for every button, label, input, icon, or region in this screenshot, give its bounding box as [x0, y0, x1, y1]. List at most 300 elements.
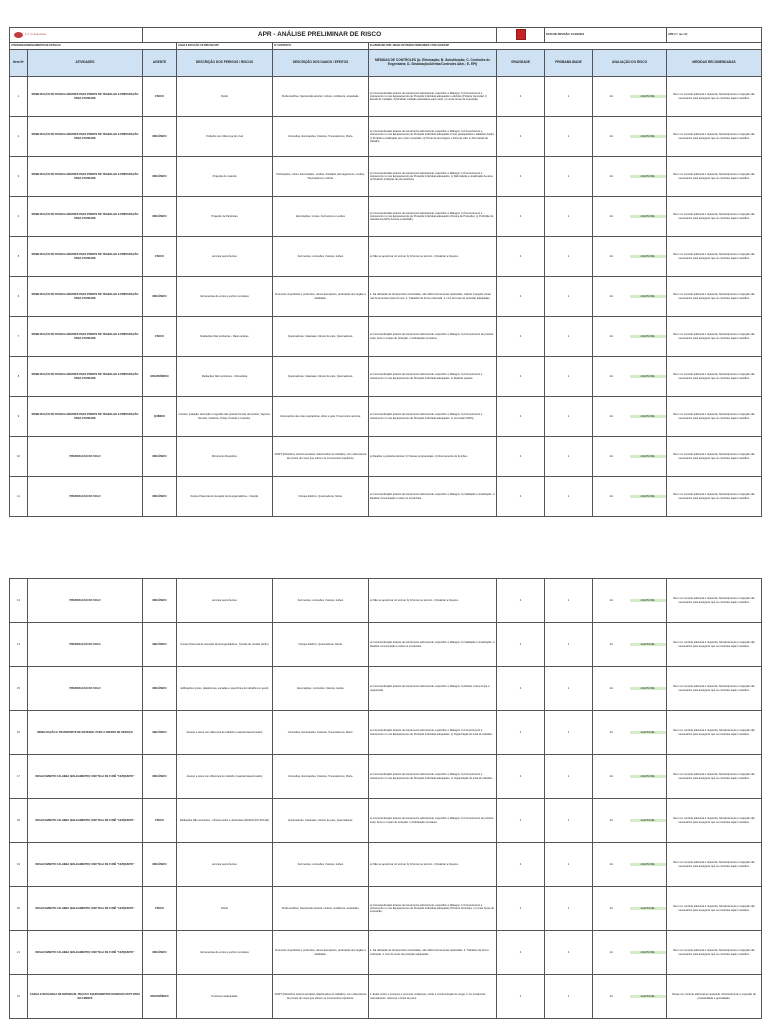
row-agente: MECÂNICO [143, 117, 177, 157]
row-atividade: MOBILIZAÇÃO DE TRABALHADORES PARA FRENTE DE TRABALHO E PREPARAÇÃO PARA ATIVIDADE [28, 317, 143, 357]
row-atividade: PREPARAÇÃO DO SOLO [28, 477, 143, 517]
row-item: 15 [10, 667, 28, 711]
row-atividade: MOBILIZAÇÃO DE TRABALHADORES PARA FRENTE DE TRABALHO E PREPARAÇÃO PARA ATIVIDADE [28, 157, 143, 197]
logo-cell [10, 28, 143, 43]
prepared-by: ELABORADO POR: DIEGO DO PRADO FERNANDES / MTE-011004/SP [369, 43, 762, 50]
row-avaliacao-code: 4A [609, 134, 613, 138]
row-perigo: Movimento Repetitivo [177, 437, 273, 477]
row-dano: Contusões, Escoriações, Fraturas, Traumatismos, Morte. [273, 711, 369, 755]
row-avaliacao [593, 667, 667, 711]
row-atividade: MOBILIZAÇÃO DE TRABALHADORES PARA FRENTE DE TRABALHO E PREPARAÇÃO PARA ATIVIDADE [28, 117, 143, 157]
row-item: 4 [10, 197, 28, 237]
row-perigo: Projeção de material [177, 157, 273, 197]
row-recomendada: Nem um controle adicional é requerido. Monitoramento e inspeção são necessários para assegurar que os controles sejam mantidos. [667, 843, 762, 887]
row-agente: MECÂNICO [143, 755, 177, 799]
row-probabilidade: 1 [545, 667, 593, 711]
line-label: LINHA 8 [178, 44, 188, 48]
col-agente: AGENTE [143, 50, 177, 77]
row-gravidade: 4 [497, 843, 545, 887]
row-controle: a) Conscientização através de treinamento admissional, específico e Diálogos. b) Fornecimento e treinamento no uso Equipamentos de Proteção Individual adequados. c) Organização do local de trabalho. [369, 711, 497, 755]
row-toleravel: ACEITÁVEL [630, 95, 667, 98]
row-gravidade: 4 [497, 711, 545, 755]
row-probabilidade: 1 [545, 711, 593, 755]
row-agente: ERGONÔMICO [143, 357, 177, 397]
row-agente: MECÂNICO [143, 157, 177, 197]
row-probabilidade: 1 [545, 317, 593, 357]
row-gravidade: 4 [497, 931, 545, 975]
row-avaliacao [593, 397, 667, 437]
row-avaliacao-code: 4A [609, 906, 613, 910]
row-gravidade: 4 [497, 197, 545, 237]
document-page-2 [9, 578, 761, 1024]
table-row [10, 579, 762, 623]
table-row [10, 357, 762, 397]
col-probabilidade: PROBABILIDADE [545, 50, 593, 77]
row-toleravel: ACEITÁVEL [630, 731, 667, 734]
row-avaliacao-code: 4A [609, 598, 613, 602]
row-dano: Choque Elétrico, Queimaduras, Morte. [273, 477, 369, 517]
row-perigo: Acesso a pisos com diferença de trabalho (material desarrumado) [177, 755, 273, 799]
row-toleravel: ACEITÁVEL [630, 375, 667, 378]
row-controle: a) Conscientização através de treinamento admissional, específico e Diálogos. b) Fornecimento e treinamento no uso Equipamentos de Proteção Individual adequados. c) Realizar pausas. [369, 357, 497, 397]
row-perigo: Edificações (pisos, plataformas, escadas e superfícies de trabalho em geral) [177, 667, 273, 711]
row-item: 18 [10, 799, 28, 843]
row-toleravel: ACEITÁVEL [630, 295, 667, 298]
document-title: APR - ANÁLISE PRELIMINAR DE RISCO [143, 28, 497, 43]
col-perigos: DESCRIÇÃO DOS PERIGOS / RISCOS [177, 50, 273, 77]
row-dano: Contusões, Escoriações, Fraturas, Traumatismos, Morte. [273, 117, 369, 157]
table-row [10, 623, 762, 667]
table-row [10, 197, 762, 237]
row-gravidade: 4 [497, 667, 545, 711]
row-agente: MECÂNICO [143, 667, 177, 711]
row-perigo: Fontes Potencial de Geração de Energia Elétrica - Tensão de contato (atrito) [177, 623, 273, 667]
column-header-row [10, 50, 762, 77]
row-atividade: DESLIZAMENTO CALHEBA (BALEAMENTO) COM TELA DE FUNÊ "CERQUEITE" [28, 799, 143, 843]
row-avaliacao [593, 579, 667, 623]
row-gravidade: 4 [497, 477, 545, 517]
table-row [10, 277, 762, 317]
page-2-rows [10, 579, 762, 1019]
row-controle: a) Não se aproximar do animal. b) Informar ao técnico. c) Realizar a limpeza. [369, 579, 497, 623]
row-perigo: Radiações Não ionizantes - Infravermelho e ultravioleta (RADIAÇÃO SOLAR) [177, 799, 273, 843]
row-perigo: Acesso a pisos com diferença de trabalho (material desarrumado) [177, 711, 273, 755]
row-avaliacao-code: 4A [609, 254, 613, 258]
row-avaliacao [593, 711, 667, 755]
col-atividades: ATIVIDADES [28, 50, 143, 77]
row-dano: Ferimentos, contusões, fraturas, lesões [273, 843, 369, 887]
row-toleravel: ACEITÁVEL [630, 599, 667, 602]
row-dano: Queimaduras, Cataratas, Câncer de pele, Queimaduras. [273, 317, 369, 357]
row-item: 9 [10, 397, 28, 437]
row-atividade: DESLIZAMENTO CALHEBA (BALEAMENTO) COM TELA DE FUNÊ "CERQUEITE" [28, 843, 143, 887]
row-probabilidade: 1 [545, 357, 593, 397]
row-toleravel: ACEITÁVEL [630, 643, 667, 646]
row-avaliacao [593, 437, 667, 477]
row-avaliacao-code: 4A [609, 374, 613, 378]
table-row [10, 887, 762, 931]
row-perigo: Ferramentas de cortes e perfuro cortantes [177, 931, 273, 975]
row-item: 19 [10, 843, 28, 887]
table-row [10, 157, 762, 197]
row-dano: Escoriações, Cortes, Ferimentos e Lesões [273, 197, 369, 237]
row-recomendada: Nem um controle adicional é requerido. Monitoramento e inspeção são necessários para assegurar que os controles sejam mantidos. [667, 317, 762, 357]
row-recomendada: Nem um controle adicional é requerido. Monitoramento e inspeção são necessários para assegurar que os controles sejam mantidos. [667, 237, 762, 277]
revision-date: DATA DE REVISÃO: 10/10/2024 [545, 28, 667, 43]
row-item: 21 [10, 975, 28, 1019]
row-gravidade: 4 [497, 157, 545, 197]
row-avaliacao [593, 975, 667, 1019]
table-row [10, 77, 762, 117]
row-probabilidade: 1 [545, 277, 593, 317]
row-perigo: animais peçonhentos [177, 843, 273, 887]
row-avaliacao-code: 4A [609, 454, 613, 458]
row-avaliacao [593, 197, 667, 237]
red-box-cell [497, 28, 545, 43]
row-avaliacao-code: 4A [609, 730, 613, 734]
row-agente: MECÂNICO [143, 711, 177, 755]
row-agente: MECÂNICO [143, 277, 177, 317]
row-toleravel: ACEITÁVEL [630, 255, 667, 258]
row-probabilidade: 1 [545, 117, 593, 157]
row-avaliacao-code: 4A [609, 686, 613, 690]
row-agente: FÍSICO [143, 887, 177, 931]
row-avaliacao [593, 277, 667, 317]
row-probabilidade: 1 [545, 843, 593, 887]
row-atividade: MOBILIZAÇÃO DE TRABALHADORES PARA FRENTE DE TRABALHO E PREPARAÇÃO PARA ATIVIDADE [28, 397, 143, 437]
row-recomendada: Nem um controle adicional é requerido. Monitoramento e inspeção são necessários para assegurar que os controles sejam mantidos. [667, 357, 762, 397]
row-avaliacao-code: 1A [609, 950, 613, 954]
row-probabilidade: 1 [545, 397, 593, 437]
row-toleravel: ACEITÁVEL [630, 995, 667, 998]
table-row [10, 397, 762, 437]
row-avaliacao [593, 799, 667, 843]
row-controle: 1. Evitar sofrer o processo e provocar mudanças, iniciar a movimentação de carga. 2. Ao transportar manualmente, observar o limite de peso. [369, 975, 497, 1019]
row-controle: 1. Na utilização de ferramentas motorizadas, não utilizar ferramentas quebradas. 2. Trabalhar de forma ordenada. 3. Uso de luvas de proteção adequadas. [369, 931, 497, 975]
row-item: 11 [10, 477, 28, 517]
row-perigo: Trabalho com diferença de nível [177, 117, 273, 157]
row-controle: a) Conscientização através de treinamento admissional, específico e Diálogos. b) Fornecimento de protetor solar, boné e roupas de proteção. c) Hidratação constante. [369, 317, 497, 357]
row-toleravel: ACEITÁVEL [630, 415, 667, 418]
row-item: 6 [10, 277, 28, 317]
row-probabilidade: 1 [545, 799, 593, 843]
row-perigo: Contato, inalação, absorção e ingestão das poeiras formas de Graxas, Vapores, Névoas, Gasolina, Tintas, Poeiras e Líquidos. [177, 397, 273, 437]
table-row [10, 799, 762, 843]
row-agente: MECÂNICO [143, 931, 177, 975]
row-gravidade: 4 [497, 77, 545, 117]
row-recomendada: Nem um controle adicional é requerido. Monitoramento e inspeção são necessários para assegurar que os controles sejam mantidos. [667, 77, 762, 117]
row-controle: a) Não se aproximar do animal. b) Informar ao técnico. c) Realizar a limpeza. [369, 237, 497, 277]
row-avaliacao [593, 477, 667, 517]
row-toleravel: ACEITÁVEL [630, 495, 667, 498]
company-logo-icon [14, 32, 23, 38]
row-item: 2 [10, 117, 28, 157]
row-avaliacao-code: 4A [609, 414, 613, 418]
row-perigo: Ferramentas de cortes e perfuro cortantes [177, 277, 273, 317]
row-recomendada: Nem um controle adicional é requerido. Monitoramento e inspeção são necessários para assegurar que os controles sejam mantidos. [667, 437, 762, 477]
row-avaliacao [593, 755, 667, 799]
row-avaliacao-code: 4A [609, 774, 613, 778]
row-item: 14 [10, 623, 28, 667]
row-gravidade: 4 [497, 357, 545, 397]
table-row [10, 317, 762, 357]
row-gravidade: 4 [497, 117, 545, 157]
row-recomendada: Nem um controle adicional é requerido. Monitoramento e inspeção são necessários para assegurar que os controles sejam mantidos. [667, 623, 762, 667]
table-row [10, 667, 762, 711]
row-recomendada: Nem um controle adicional é requerido. Monitoramento e inspeção são necessários para assegurar que os controles sejam mantidos. [667, 887, 762, 931]
row-toleravel: ACEITÁVEL [630, 951, 667, 954]
row-recomendada: Nem um controle adicional é requerido. Monitoramento e inspeção são necessários para assegurar que os controles sejam mantidos. [667, 277, 762, 317]
row-controle: a) Conscientização através de treinamento admissional, específico e Diálogos. b) Fornecimento de protetor solar, boné e roupas de proteção. c) Hidratação constante. [369, 799, 497, 843]
row-probabilidade: 4 [545, 931, 593, 975]
row-perigo: animais peçonhentos [177, 579, 273, 623]
row-gravidade: 4 [497, 887, 545, 931]
row-perigo: animais peçonhentos [177, 237, 273, 277]
row-toleravel: ACEITÁVEL [630, 135, 667, 138]
row-toleravel: ACEITÁVEL [630, 775, 667, 778]
row-probabilidade: 1 [545, 197, 593, 237]
table-row [10, 437, 762, 477]
row-avaliacao [593, 357, 667, 397]
row-atividade: DESLIZAMENTO CALHEBA (BALEAMENTO) COM TELA DE FUNÊ "CERQUEITE" [28, 887, 143, 931]
row-recomendada: Nem um controle adicional é requerido. Monitoramento e inspeção são necessários para assegurar que os controles sejam mantidos. [667, 711, 762, 755]
row-toleravel: ACEITÁVEL [630, 335, 667, 338]
row-controle: a) Conscientização através de treinamento admissional, específico e Diálogos. b) Fornecimento e treinamento no uso Equipamentos de Proteção Individual adequados. c) Consultar FISPQ. [369, 397, 497, 437]
row-atividade: PREPARAÇÃO DO SOLO [28, 579, 143, 623]
row-item: 5 [10, 237, 28, 277]
row-avaliacao [593, 77, 667, 117]
row-controle: a) Conscientização através de treinamento admissional, específico e Diálogos. b) Fornecimento e treinamento no uso Equipamentos de Proteção Individual adequados (Cinto paraquedista e talabarte duplo). c) Proibido a realização sem cinto conectado. d) Ponto de ancoragem e linha de vida. e) Permissão de trabalho. [369, 117, 497, 157]
row-agente: FÍSICO [143, 77, 177, 117]
row-avaliacao-code: 4A [609, 334, 613, 338]
col-avaliacao: AVALIAÇÃO DO RISCO [593, 50, 667, 77]
table-row [10, 975, 762, 1019]
row-avaliacao [593, 317, 667, 357]
table-row [10, 711, 762, 755]
row-dano: Perda Auditiva, hipertensão arterial, insônia, confidente, ansiedade. [273, 887, 369, 931]
row-atividade: MOBILIZAÇÃO DE TRABALHADORES PARA FRENTE DE TRABALHO E PREPARAÇÃO PARA ATIVIDADE [28, 237, 143, 277]
row-dano: Ferimentos, contusões, fraturas, lesões [273, 237, 369, 277]
row-toleravel: ACEITÁVEL [630, 215, 667, 218]
row-dano: Escoriações, contusões, fraturas, lesões [273, 667, 369, 711]
row-agente: QUÍMICO [143, 397, 177, 437]
row-agente: MECÂNICO [143, 477, 177, 517]
row-item: 10 [10, 437, 28, 477]
row-controle: a) Não se aproximar do animal. b) Informar ao técnico. c) Realizar a limpeza. [369, 843, 497, 887]
row-recomendada: Nem um controle adicional é requerido. Monitoramento e inspeção são necessários para assegurar que os controles sejam mantidos. [667, 477, 762, 517]
contract-label: Nº CONTRATO: [273, 43, 369, 50]
row-dano: DORT (Distúrbios osteomusculares relacionados ao trabalho), com observância de pontos do corpo que sofrem os movimentos repetitivos. [273, 975, 369, 1019]
page-1-rows [10, 77, 762, 517]
apr-table-page-2 [9, 578, 762, 1019]
row-item: 3 [10, 157, 28, 197]
row-agente: FÍSICO [143, 317, 177, 357]
row-dano: DORT (Distúrbios osteomusculares relacionados ao trabalho), com observância de pontos do corpo que sofrem os movimentos repetitivos. [273, 437, 369, 477]
row-gravidade: 4 [497, 397, 545, 437]
activity-label: ATIVIDADE/ARRANJAMENTO DE ESTACAS [10, 43, 177, 50]
row-item: 7 [10, 317, 28, 357]
row-agente: MECÂNICO [143, 437, 177, 477]
apr-number: APR nº / rev: 04 [667, 28, 762, 43]
row-perigo: Radiações Não ionizantes - Raios solares [177, 317, 273, 357]
row-dano: Ferimentos, contusões, fraturas, lesões [273, 579, 369, 623]
row-dano: Intoxicações das vias respiratórias, olhos e pele, Pneumonite química. [273, 397, 369, 437]
row-avaliacao-code: 4A [609, 214, 613, 218]
col-item: Item Nº [10, 50, 28, 77]
row-avaliacao [593, 237, 667, 277]
row-dano: Contusões, Escoriações, Fraturas, Traumatismos, Morte. [273, 755, 369, 799]
row-dano: Perda Auditiva, hipertensão arterial, insônia, confidente, ansiedade. [273, 77, 369, 117]
row-avaliacao [593, 843, 667, 887]
row-atividade: PREPARAÇÃO DO SOLO [28, 437, 143, 477]
row-item: 17 [10, 755, 28, 799]
row-item: 1 [10, 77, 28, 117]
pdf-icon [516, 29, 526, 40]
row-avaliacao [593, 117, 667, 157]
row-probabilidade: 1 [545, 975, 593, 1019]
row-recomendada: Nem um controle adicional é requerido. Monitoramento e inspeção são necessários para assegurar que os controles sejam mantidos. [667, 117, 762, 157]
row-agente: MECÂNICO [143, 623, 177, 667]
row-dano: Perfurações, cortes, Escoriações, Lesões, Atividade, Esmagamento, Lesões, Traumatismos e Morte. [273, 157, 369, 197]
row-perigo: Projeção de Partículas [177, 197, 273, 237]
apr-table-page-1 [9, 27, 762, 517]
row-dano: Choque Elétrico, Queimaduras, Morte. [273, 623, 369, 667]
col-gravidade: GRAVIDADE [497, 50, 545, 77]
row-avaliacao [593, 887, 667, 931]
row-recomendada: Nem um controle adicional é requerido. Monitoramento e inspeção são necessários para assegurar que os controles sejam mantidos. [667, 197, 762, 237]
row-gravidade: 4 [497, 437, 545, 477]
col-recomendadas: MEDIDAS RECOMENDADAS [667, 50, 762, 77]
table-row [10, 755, 762, 799]
row-avaliacao-code: 4A [609, 642, 613, 646]
row-avaliacao-code: 4A [609, 174, 613, 178]
row-controle: a) Conscientização através de treinamento admissional, específico e Diálogos. b) Fornecimento e treinamento no uso Equipamentos de Proteção Individual adequados e aferidos (Protetor Auricular) c) Ensaio de medição. d) Realizar medição quantitativa para ruído. e) Limite horas de exposição. [369, 77, 497, 117]
row-toleravel: ACEITÁVEL [630, 907, 667, 910]
col-controles: MEDIDAS DE CONTROLES (A- Eliminação; B- Substituição; C- Controles de Engenharia; D- Sinalização/Alertas/Controles Adm.; E- EPI) [369, 50, 497, 77]
row-atividade: PREPARAÇÃO DO SOLO [28, 667, 143, 711]
row-item: 8 [10, 357, 28, 397]
row-avaliacao-code: 4A [609, 994, 613, 998]
row-atividade: MOBILIZAÇÃO E TRANSPORTE DE MATERIAL PARA A FRENTE DE SERVIÇO [28, 711, 143, 755]
logo-text: A. A. M. Engenharia [24, 33, 46, 37]
row-probabilidade: 1 [545, 477, 593, 517]
row-perigo: Posturas Inadequadas [177, 975, 273, 1019]
row-recomendada: Nem um controle adicional é requerido. Monitoramento e inspeção são necessários para assegurar que os controles sejam mantidos. [667, 799, 762, 843]
row-dano: Queimaduras, Cataratas, Câncer de pele, Queimaduras. [273, 799, 369, 843]
row-probabilidade: 1 [545, 157, 593, 197]
row-recomendada: Nem um controle adicional é requerido. Monitoramento e inspeção são necessários para assegurar que os controles sejam mantidos. [667, 931, 762, 975]
row-item: 21 [10, 931, 28, 975]
row-atividade: PREPARAÇÃO DO SOLO [28, 623, 143, 667]
row-perigo: Radiações Não ionizantes - Ultravioleta [177, 357, 273, 397]
row-avaliacao-code: 4A [609, 862, 613, 866]
row-toleravel: ACEITÁVEL [630, 863, 667, 866]
row-toleravel: ACEITÁVEL [630, 455, 667, 458]
row-atividade: DESLIZAMENTO CALHEBA (BALEAMENTO) COM TELA DE FUNÊ "CERQUEITE" [28, 755, 143, 799]
row-controle: a) Conscientização através de treinamento admissional, específico e Diálogos. b) Validação e sinalização. c) Realizar comunicação e todos os envolvidos. [369, 477, 497, 517]
meta-row [10, 43, 762, 50]
row-avaliacao [593, 157, 667, 197]
row-agente: MECÂNICO [143, 579, 177, 623]
row-recomendada: Nem um controle adicional é requerido. Monitoramento e inspeção são necessários para assegurar que os controles sejam mantidos. [667, 755, 762, 799]
row-probabilidade: 1 [545, 887, 593, 931]
row-toleravel: ACEITÁVEL [630, 687, 667, 690]
line-station [177, 43, 273, 50]
row-gravidade: 4 [497, 623, 545, 667]
row-gravidade: 4 [497, 237, 545, 277]
row-controle: a) Conscientização através de treinamento admissional, específico e Diálogos. b) Fornecimento e treinamento no uso Equipamentos de Proteção Individual adequados. c) Organização do local de trabalho. [369, 755, 497, 799]
row-controle: a) Realizar a ginástica laboral. b) Pausas programadas. c) Revezamento de funções. [369, 437, 497, 477]
row-avaliacao-code: 4A [609, 94, 613, 98]
row-controle: a) Conscientização através de treinamento admissional, específico e Diálogos. b) Manter a área limpa e organizada. [369, 667, 497, 711]
row-agente: ERGONÔMICO [143, 975, 177, 1019]
row-avaliacao [593, 623, 667, 667]
row-item: 16 [10, 711, 28, 755]
row-atividade: DESLIZAMENTO CALHEBA (BALEAMENTO) COM TELA DE FUNÊ "CERQUEITE" [28, 931, 143, 975]
row-atividade: MOBILIZAÇÃO DE TRABALHADORES PARA FRENTE DE TRABALHO E PREPARAÇÃO PARA ATIVIDADE [28, 77, 143, 117]
row-agente: FÍSICO [143, 237, 177, 277]
row-toleravel: ACEITÁVEL [630, 819, 667, 822]
row-recomendada: Nem um controle adicional é requerido. Monitoramento e inspeção são necessários para assegurar que os controles sejam mantidos. [667, 397, 762, 437]
row-agente: MECÂNICO [143, 843, 177, 887]
row-atividade: CARGA E DESCARGA DE MATERIAIS, PEÇAS E EQUIPAMENTOS DIVERSOS PETS PARA MA FRENTE [28, 975, 143, 1019]
table-row [10, 931, 762, 975]
row-controle: 1. Na utilização de ferramentas motorizadas, não utilizar ferramentas quebradas, realizar inspeção visual nas ferramentas antes do uso. 2. Trabalhar de forma ordenada. 3. Uso de luvas de proteção adequadas. [369, 277, 497, 317]
row-perigo: Ruído [177, 77, 273, 117]
row-atividade: MOBILIZAÇÃO DE TRABALHADORES PARA FRENTE DE TRABALHO E PREPARAÇÃO PARA ATIVIDADE [28, 357, 143, 397]
row-agente: FÍSICO [143, 799, 177, 843]
col-danos: DESCRIÇÃO DOS DANOS / EFEITOS [273, 50, 369, 77]
row-avaliacao [593, 931, 667, 975]
table-row [10, 843, 762, 887]
row-probabilidade: 1 [545, 623, 593, 667]
row-gravidade: 4 [497, 579, 545, 623]
row-probabilidade: 1 [545, 77, 593, 117]
row-recomendada: Nem um controle adicional é requerido. Monitoramento e inspeção são necessários para assegurar que os controles sejam mantidos. [667, 579, 762, 623]
row-gravidade: 4 [497, 277, 545, 317]
row-probabilidade: 1 [545, 437, 593, 477]
row-item: 20 [10, 887, 28, 931]
title-row [10, 28, 762, 43]
row-probabilidade: 1 [545, 755, 593, 799]
row-gravidade: 4 [497, 975, 545, 1019]
row-agente: MECÂNICO [143, 197, 177, 237]
row-avaliacao-code: 4A [609, 294, 613, 298]
row-controle: a) Conscientização através de treinamento admissional, específico e Diálogos. b) Fornecimento e treinamento no uso Equipamentos de Proteção Individual adequados (Óculos de Proteção). c) Proibição de retirada dos EPIs durante a atividade. [369, 197, 497, 237]
station-label: ESTAÇÃO CS BRUSAFURY [187, 44, 219, 48]
row-dano: Queimaduras, Cataratas, Câncer de pele, Queimaduras. [273, 357, 369, 397]
row-item: 13 [10, 579, 28, 623]
row-probabilidade: 1 [545, 237, 593, 277]
row-dano: Ferimento superficiais e profundos, danos lacerações, perfuração dos órgãos e fatalidade. [273, 931, 369, 975]
row-recomendada: Nem um controle adicional é requerido. Monitoramento e inspeção são necessários para assegurar que os controles sejam mantidos. [667, 157, 762, 197]
row-probabilidade: 1 [545, 579, 593, 623]
row-controle: a) Conscientização através de treinamento admissional, específico e Diálogos. b) Validação e sinalização. c) Realizar comunicação e todos os envolvidos. [369, 623, 497, 667]
row-dano: Ferimento superficiais e profundos, danos lacerações, perfuração dos órgãos e fatalidade. [273, 277, 369, 317]
document-page-1 [9, 27, 761, 526]
row-gravidade: 4 [497, 317, 545, 357]
row-controle: a) Conscientização através de treinamento admissional, específico e Diálogos. b) Fornecimento e treinamento no uso Equipamentos de Proteção Individual adequados (Protetor Auricular). c) Limite horas de exposição. [369, 887, 497, 931]
row-perigo: Fontes Potencial de Geração de Energia Elétrica - Indução [177, 477, 273, 517]
row-atividade: MOBILIZAÇÃO DE TRABALHADORES PARA FRENTE DE TRABALHO E PREPARAÇÃO PARA ATIVIDADE [28, 197, 143, 237]
table-row [10, 117, 762, 157]
row-controle: a) Conscientização através de treinamento admissional, específico e Diálogos. b) Fornecimento e treinamento no uso Equipamentos de Proteção Individual adequados. c) Delimitação e sinalização da área. d) Sinalizar proibição de permanência. [369, 157, 497, 197]
row-recomendada: Nem um controle adicional é requerido. Monitoramento e inspeção são necessários para assegurar que os controles sejam mantidos. [667, 667, 762, 711]
row-toleravel: ACEITÁVEL [630, 175, 667, 178]
row-avaliacao-code: 4A [609, 818, 613, 822]
row-gravidade: 4 [497, 755, 545, 799]
row-avaliacao-code: 4A [609, 494, 613, 498]
